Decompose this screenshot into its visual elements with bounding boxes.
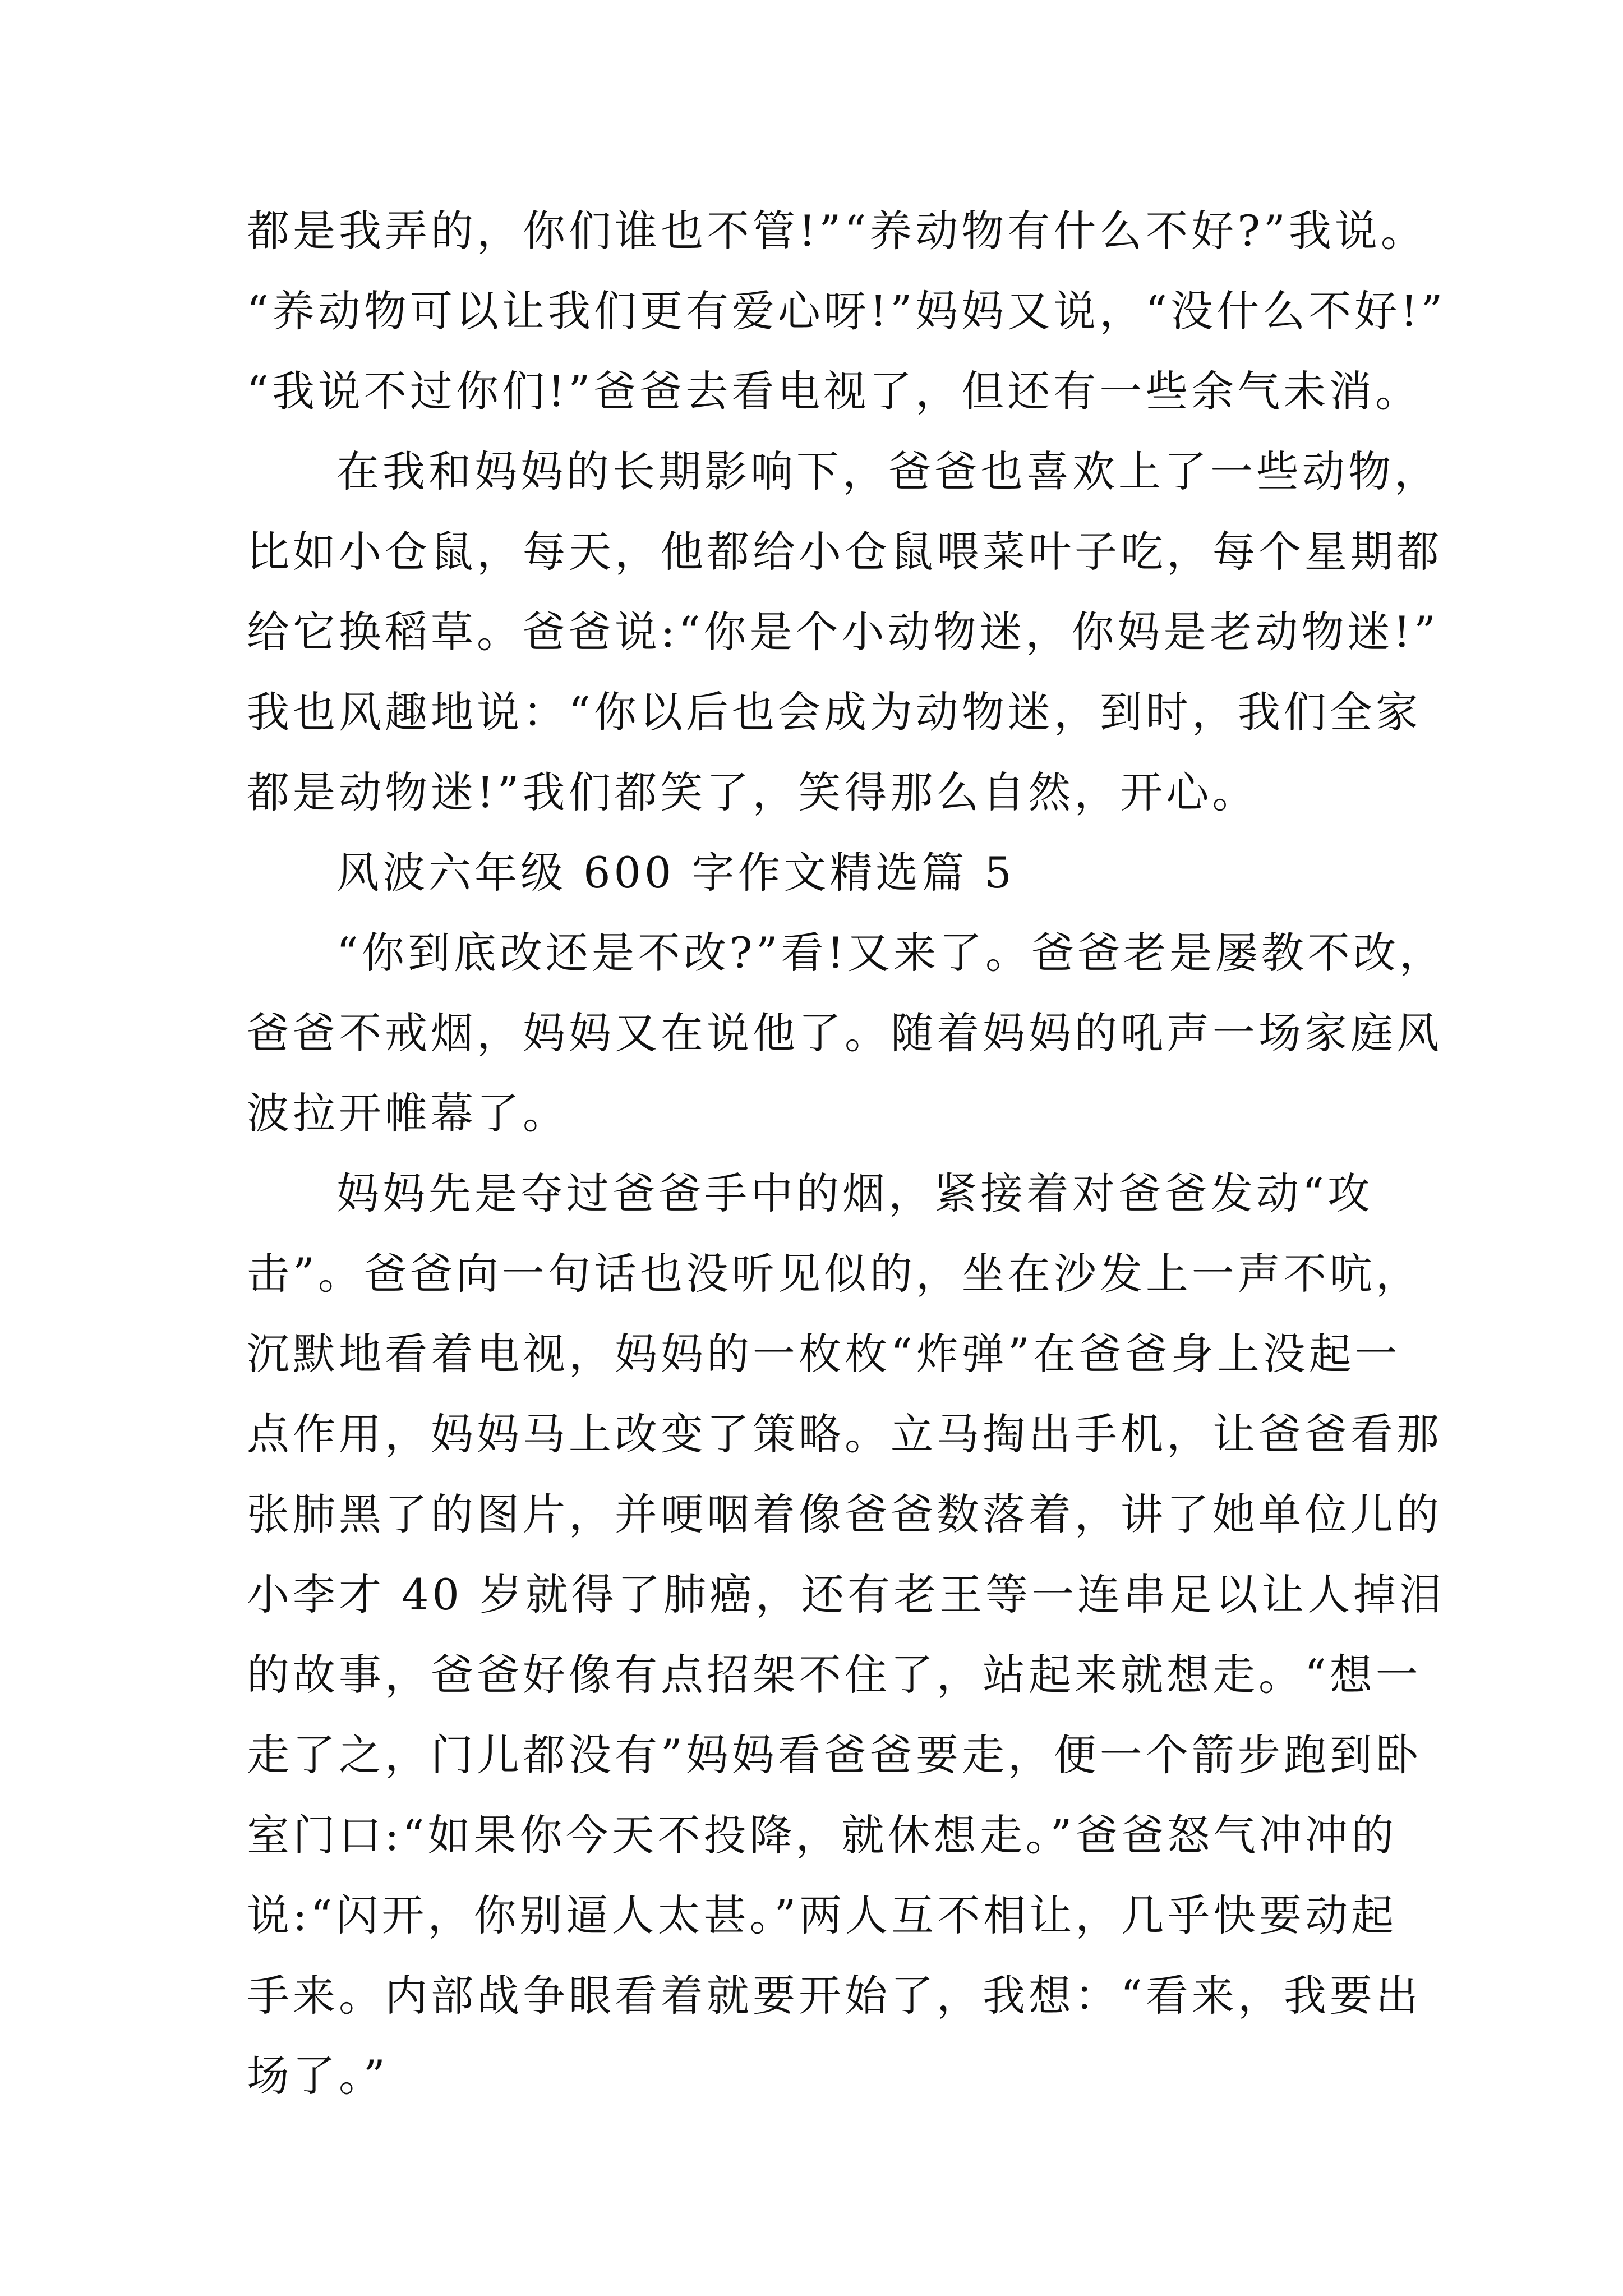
text-line: 波拉开帷幕了。 xyxy=(247,1088,569,1138)
text-line: 点作用，妈妈马上改变了策略。立马掏出手机，让爸爸看那 xyxy=(247,1409,1442,1459)
text-line: 我也风趣地说：“你以后也会成为动物迷，到时，我们全家 xyxy=(247,687,1422,737)
text-line: 击”。爸爸向一句话也没听见似的，坐在沙发上一声不吭， xyxy=(247,1249,1422,1299)
paragraph-start-line: 在我和妈妈的长期影响下，爸爸也喜欢上了一些动物， xyxy=(336,447,1440,496)
text-line: 手来。内部战争眼看着就要开始了，我想：“看来，我要出 xyxy=(247,1971,1422,2021)
text-line: 室门口:“如果你今天不投降，就休想走。”爸爸怒气冲冲的 xyxy=(247,1810,1398,1860)
text-line: “养动物可以让我们更有爱心呀!”妈妈又说，“没什么不好!” xyxy=(247,286,1446,336)
text-line: 小李才 40 岁就得了肺癌，还有老王等一连串足以让人掉泪 xyxy=(247,1570,1446,1619)
text-line: 都是动物迷!”我们都笑了，笑得那么自然，开心。 xyxy=(247,767,1258,817)
text-line: 说:“闪开，你别逼人太甚。”两人互不相让，几乎快要动起 xyxy=(247,1890,1398,1940)
text-line: 的故事，爸爸好像有点招架不住了，站起来就想走。“想一 xyxy=(247,1650,1422,1700)
section-heading: 风波六年级 600 字作文精选篇 5 xyxy=(336,848,1015,898)
text-line: 张肺黑了的图片，并哽咽着像爸爸数落着，讲了她单位儿的 xyxy=(247,1489,1442,1539)
text-line: 给它换稻草。爸爸说:“你是个小动物迷，你妈是老动物迷!” xyxy=(247,607,1439,657)
text-line: 沉默地看着电视，妈妈的一枚枚“炸弹”在爸爸身上没起一 xyxy=(247,1329,1401,1379)
paragraph-start-line: “你到底改还是不改?”看!又来了。爸爸老是屡教不改， xyxy=(336,928,1445,978)
paragraph-start-line: 妈妈先是夺过爸爸手中的烟，紧接着对爸爸发动“攻 xyxy=(336,1168,1373,1218)
essay-body xyxy=(247,191,1446,2116)
text-line: 爸爸不戒烟，妈妈又在说他了。随着妈妈的吼声一场家庭风 xyxy=(247,1008,1442,1058)
text-line: 场了。” xyxy=(247,2051,389,2101)
text-line: 走了之，门儿都没有”妈妈看爸爸要走，便一个箭步跑到卧 xyxy=(247,1730,1422,1780)
text-line: 比如小仓鼠，每天，他都给小仓鼠喂菜叶子吃，每个星期都 xyxy=(247,527,1442,577)
text-line: 都是我弄的，你们谁也不管!”“养动物有什么不好?”我说。 xyxy=(247,206,1427,256)
text-line: “我说不过你们!”爸爸去看电视了，但还有一些余气未消。 xyxy=(247,366,1422,416)
